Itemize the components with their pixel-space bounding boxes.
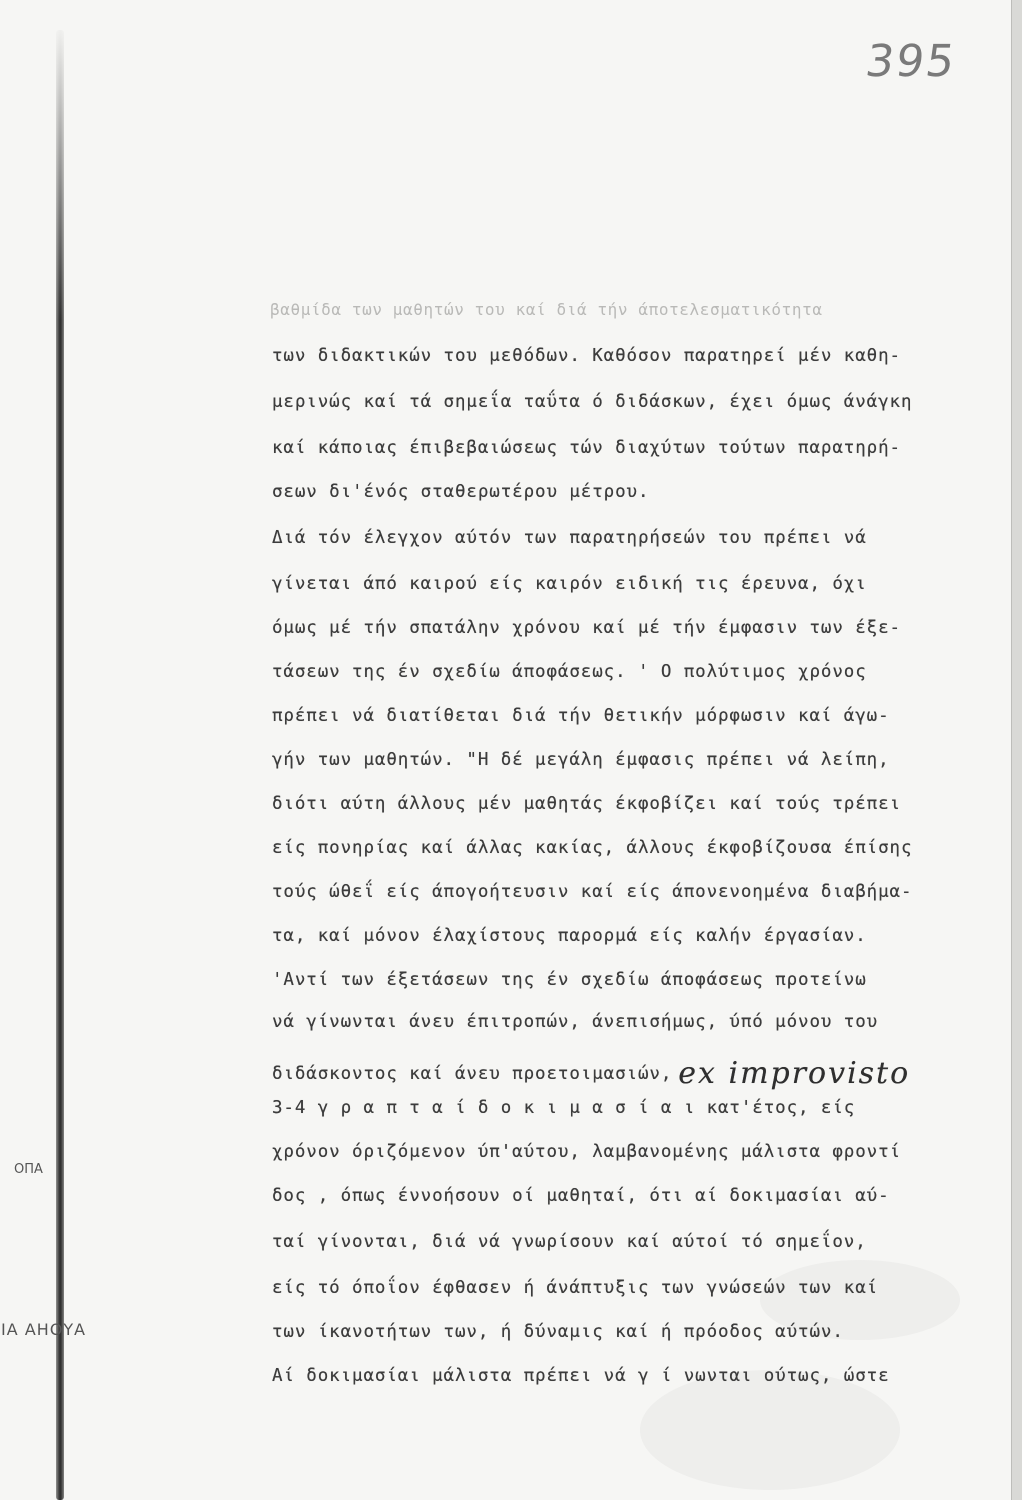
text-line: όμως μέ τήν σπατάλην χρόνου καί μέ τήν έμφασιν των έξε-	[272, 618, 901, 638]
text-line: Αί δοκιμασίαι μάλιστα πρέπει νά γ ί νωνται ούτως, ώστε	[272, 1366, 890, 1386]
text-line: πρέπει νά διατίθεται διά τήν θετικήν μόρφωσιν καί άγω-	[272, 706, 890, 726]
text-line: είς πονηρίας καί άλλας κακίας, άλλους έκφοβίζουσα έπίσης	[272, 838, 913, 858]
faded-text-line: βαθμίδα των μαθητών του καί διά τήν άποτελεσματικότητα	[270, 300, 823, 319]
text-line-with-handwriting	[272, 1052, 911, 1091]
text-line: είς τό όποΐον έφθασεν ή άνάπτυξις των γνώσεών των καί	[272, 1278, 879, 1298]
text-line: τούς ώθεΐ είς άπογοήτευσιν καί είς άπονενοημένα διαβήμα-	[272, 882, 913, 902]
text-line: ταί γίνονται, διά νά γνωρίσουν καί αύτοί τό σημεΐον,	[272, 1232, 867, 1252]
text-line: τάσεων της έν σχεδίω άποφάσεως. ' Ο πολύτιμος χρόνος	[272, 662, 867, 682]
text-line: καί κάποιας έπιβεβαιώσεως τών διαχύτων τούτων παρατηρή-	[272, 438, 901, 458]
text-line: γήν των μαθητών. "Η δέ μεγάλη έμφασις πρέπει νά λείπη,	[272, 750, 890, 770]
text-line: των ίκανοτήτων των, ή δύναμις καί ή πρόοδος αύτών.	[272, 1322, 844, 1342]
text-line: 3-4 γ ρ α π τ α ί δ ο κ ι μ α σ ί α ι κατ'έτος, είς	[272, 1098, 856, 1118]
text-line: δος , όπως έννοήσουν οί μαθηταί, ότι αί δοκιμασίαι αύ-	[272, 1186, 890, 1206]
text-line: νά γίνωνται άνευ έπιτροπών, άνεπισήμως, ύπό μόνου του	[272, 1012, 879, 1032]
text-line: χρόνον όριζόμενον ύπ'αύτου, λαμβανομένης μάλιστα φροντί	[272, 1142, 901, 1162]
handwritten-annotation: ex improvisto	[678, 1056, 911, 1091]
text-line: Διά τόν έλεγχον αύτόν των παρατηρήσεών του πρέπει νά	[272, 528, 867, 548]
edge-label-upper: ΑΠΟ	[14, 1162, 43, 1177]
text-line: τα, καί μόνον έλαχίστους παρορμά είς καλήν έργασίαν.	[272, 926, 867, 946]
text-line: των διδακτικών του μεθόδων. Καθόσον παρατηρεί μέν καθη-	[272, 346, 901, 366]
text-line: σεων δι'ένός σταθερωτέρου μέτρου.	[272, 482, 650, 502]
page-number: 395	[862, 36, 960, 87]
text-line: διδάσκοντος καί άνευ προετοιμασιών,	[272, 1064, 673, 1084]
text-line: 'Αντί των έξετάσεων της έν σχεδίω άποφάσεως προτείνω	[272, 970, 867, 990]
edge-label-lower: ΑΥΟΗΑ ΑΙ	[0, 1320, 86, 1339]
text-line: διότι αύτη άλλους μέν μαθητάς έκφοβίζει καί τούς τρέπει	[272, 794, 901, 814]
text-line: μερινώς καί τά σημεΐα ταΰτα ό διδάσκων, έχει όμως άνάγκη	[272, 392, 913, 412]
text-line: γίνεται άπό καιρού είς καιρόν ειδική τις έρευνα, όχι	[272, 574, 867, 594]
